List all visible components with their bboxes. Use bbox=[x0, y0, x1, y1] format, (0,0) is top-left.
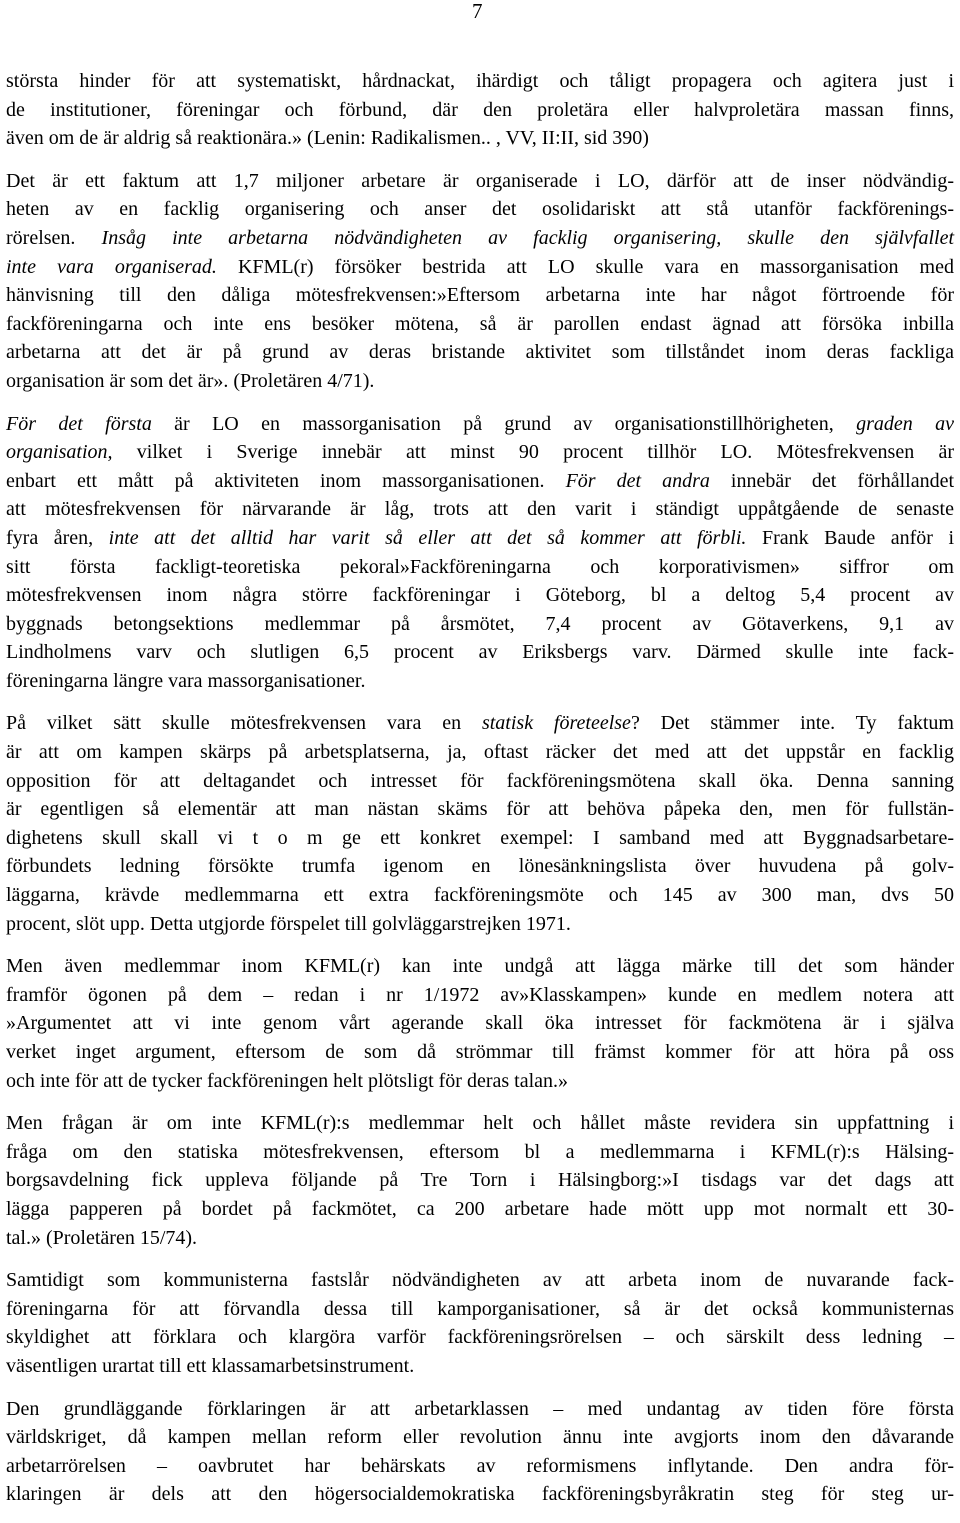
text-segment: På vilket sätt skulle mötesfrekvensen vara en bbox=[6, 712, 482, 735]
text-segment: mötesfrekvensen inom några större fackföreningar i Göteborg, bl a deltog 5,4 procent av bbox=[6, 584, 954, 607]
text-segment: fyra åren, bbox=[6, 526, 109, 549]
text-line bbox=[6, 1109, 954, 1138]
italic-text: För det andra bbox=[565, 469, 710, 492]
page-number: 7 bbox=[472, 0, 483, 23]
text-segment: procent, slöt upp. Detta utgjorde förspelet till golvläggarstrejken 1971. bbox=[6, 912, 571, 935]
text-line bbox=[6, 667, 954, 696]
paragraph bbox=[6, 67, 954, 153]
text-line bbox=[6, 1452, 954, 1481]
paragraph bbox=[6, 167, 954, 396]
text-line bbox=[6, 952, 954, 981]
text-segment: innebär det förhållandet bbox=[709, 469, 954, 492]
text-segment: enbart ett mått på aktiviteten inom massorganisationen. bbox=[6, 469, 566, 492]
text-line bbox=[6, 1067, 954, 1096]
text-line bbox=[6, 581, 954, 610]
text-segment: KFML(r) försöker bestrida att LO skulle vara en massorganisation med bbox=[216, 255, 954, 278]
text-line bbox=[6, 67, 954, 96]
text-line bbox=[6, 338, 954, 367]
text-line bbox=[6, 981, 954, 1010]
text-line bbox=[6, 1423, 954, 1452]
text-line bbox=[6, 195, 954, 224]
text-segment: förbundets ledning försökte trumfa igenom en lönesänkningslista över huvudena på golv- bbox=[6, 855, 954, 878]
text-line bbox=[6, 124, 954, 153]
text-line bbox=[6, 1224, 954, 1253]
text-segment: hänvisning till den dåliga mötesfrekvensen:»Eftersom arbetarna inte har något förtroende för bbox=[6, 284, 954, 307]
text-segment: vilket i Sverige innebär att minst 90 procent tillhör LO. Mötesfrekvensen är bbox=[112, 441, 954, 464]
text-segment: organisation är som det är». (Proletären 4/71). bbox=[6, 369, 375, 392]
text-segment: klaringen är dels att den högersocialdemokratiska fackföreningsbyråkratin steg för steg ur- bbox=[6, 1483, 954, 1506]
text-segment: fråga om den statiska mötesfrekvensen, eftersom bl a medlemmarna i KFML(r):s Hälsing- bbox=[6, 1140, 954, 1163]
text-segment: arbetarna att det är på grund av deras bristande aktivitet som tillståndet inom deras fackliga bbox=[6, 341, 954, 364]
text-segment: Det är ett faktum att 1,7 miljoner arbetare är organiserade i LO, därför att de inser nödvändig- bbox=[6, 169, 954, 192]
text-line bbox=[6, 553, 954, 582]
text-line bbox=[6, 253, 954, 282]
text-line bbox=[6, 738, 954, 767]
paragraph bbox=[6, 1395, 954, 1509]
text-line bbox=[6, 824, 954, 853]
text-segment: byggnads betongsektions medlemmar på årsmötet, 7,4 procent av Götaverkens, 9,1 av bbox=[6, 612, 954, 635]
text-segment: Frank Baude anför i bbox=[746, 526, 955, 549]
text-segment: de institutioner, föreningar och förbund, där den proletära eller halvproletära massan finns, bbox=[6, 98, 954, 121]
text-segment: föreningarna längre vara massorganisationer. bbox=[6, 669, 366, 692]
text-line bbox=[6, 367, 954, 396]
text-segment: största hinder för att systematiskt, hårdnackat, ihärdigt och tåligt propagera och agitera just i bbox=[6, 70, 954, 92]
text-segment: dighetens skull skall vi t o m ge ett konkret exempel: I samband med att Byggnadsarbetare- bbox=[6, 826, 954, 849]
text-segment: framför ögonen på dem – redan i nr 1/1972 av»Klasskampen» kunde en medlem notera att bbox=[6, 983, 954, 1006]
text-line bbox=[6, 310, 954, 339]
italic-text: För det första bbox=[6, 412, 152, 435]
paragraph bbox=[6, 952, 954, 1095]
text-line bbox=[6, 610, 954, 639]
paragraph bbox=[6, 1266, 954, 1380]
text-segment: läggarna, krävde medlemmarna ett extra fackföreningsmöte och 145 av 300 man, dvs 50 bbox=[6, 884, 954, 907]
text-line bbox=[6, 1009, 954, 1038]
text-line bbox=[6, 1323, 954, 1352]
text-segment: »Argumentet att vi inte genom vårt agerande skall öka intresset för fackmötena är i själva bbox=[6, 1012, 954, 1035]
italic-text: inte vara organiserad. bbox=[6, 255, 217, 278]
text-segment: fackföreningarna och inte ens besöker mötena, så är parollen endast ägnad att försöka inbilla bbox=[6, 312, 954, 335]
text-line bbox=[6, 224, 954, 253]
text-segment: sitt första fackligt-teoretiska pekoral»Fackföreningarna och korporativismen» siffror om bbox=[6, 555, 954, 578]
text-line bbox=[6, 767, 954, 796]
document-body bbox=[6, 67, 954, 1523]
text-line bbox=[6, 1480, 954, 1509]
text-segment: opposition för att deltagandet och intresset för fackföreningsmötena skall öka. Denna sanning bbox=[6, 769, 954, 792]
text-segment: rörelsen. bbox=[6, 226, 102, 249]
text-segment: att mötesfrekvensen för närvarande är låg, trots att den varit i ständigt uppåtgående de senaste bbox=[6, 498, 954, 521]
text-segment: ? Det stämmer inte. Ty faktum bbox=[630, 712, 954, 735]
italic-text: organisation, bbox=[6, 441, 113, 464]
text-line bbox=[6, 410, 954, 439]
text-segment: föreningarna för att förvandla dessa till kamporganisationer, så är det också kommunisternas bbox=[6, 1297, 954, 1320]
text-line bbox=[6, 709, 954, 738]
text-segment: verket inget argument, eftersom de som då strömmar till främst kommer för att höra på oss bbox=[6, 1041, 954, 1063]
text-line bbox=[6, 1195, 954, 1224]
text-segment: världskriget, då kampen mellan reform eller revolution ännu inte avgjorts inom den dåvarande bbox=[6, 1426, 954, 1449]
text-line bbox=[6, 638, 954, 667]
text-line bbox=[6, 1166, 954, 1195]
paragraph bbox=[6, 1109, 954, 1252]
text-line bbox=[6, 438, 954, 467]
text-line bbox=[6, 1138, 954, 1167]
text-line bbox=[6, 495, 954, 524]
text-line bbox=[6, 167, 954, 196]
text-segment: Men även medlemmar inom KFML(r) kan inte undgå att lägga märke till det som händer bbox=[6, 955, 954, 978]
text-line bbox=[6, 795, 954, 824]
text-line bbox=[6, 1266, 954, 1295]
paragraph bbox=[6, 709, 954, 938]
text-segment: Den grundläggande förklaringen är att arbetarklassen – med undantag av tiden före första bbox=[6, 1397, 954, 1420]
paragraph bbox=[6, 410, 954, 696]
text-line bbox=[6, 910, 954, 939]
italic-text: graden av bbox=[856, 412, 954, 435]
text-segment: Samtidigt som kommunisterna fastslår nödvändigheten av att arbeta inom de nuvarande fack- bbox=[6, 1269, 954, 1292]
text-segment: skyldighet att förklara och klargöra varför fackföreningsrörelsen – och särskilt dess ledning – bbox=[6, 1326, 954, 1349]
text-line bbox=[6, 852, 954, 881]
text-line bbox=[6, 96, 954, 125]
text-segment: tal.» (Proletären 15/74). bbox=[6, 1226, 198, 1249]
italic-text: statisk företeelse bbox=[481, 712, 631, 735]
text-line bbox=[6, 281, 954, 310]
text-segment: är LO en massorganisation på grund av organisationstillhörigheten, bbox=[151, 412, 857, 435]
text-line bbox=[6, 524, 954, 553]
text-segment: arbetarrörelsen – oavbrutet har behärskats av reformismens inflytande. Den andra för- bbox=[6, 1454, 954, 1477]
text-segment: lägga papperen på bordet på fackmötet, ca 200 arbetare hade mött upp mot normalt ett 30- bbox=[6, 1197, 954, 1220]
italic-text: inte att det alltid har varit så eller att det så kommer att förbli. bbox=[108, 526, 747, 549]
italic-text: Insåg inte arbetarna nödvändigheten av facklig organisering, skulle den självfallet bbox=[101, 226, 954, 249]
text-segment: borgsavdelning fick uppleva följande på Tre Torn i Hälsingborg:»I tisdags var det dags att bbox=[6, 1169, 954, 1192]
text-segment: Men frågan är om inte KFML(r):s medlemmar helt och hållet måste revidera sin uppfattning i bbox=[6, 1112, 954, 1135]
text-segment: är att om kampen skärps på arbetsplatserna, ja, oftast räcker det med att det uppstår en facklig bbox=[6, 741, 954, 764]
text-segment: väsentligen urartat till ett klassamarbetsinstrument. bbox=[6, 1354, 415, 1377]
text-segment: Lindholmens varv och slutligen 6,5 procent av Eriksbergs varv. Därmed skulle inte fack- bbox=[6, 641, 954, 664]
text-line bbox=[6, 1038, 954, 1067]
text-line bbox=[6, 1395, 954, 1424]
text-segment: även om de är aldrig så reaktionära.» (Lenin: Radikalismen.. , VV, II:II, sid 390) bbox=[6, 127, 649, 150]
text-segment: är egentligen så elementär att man nästan skäms för att behöva påpeka den, men för fullstän- bbox=[6, 798, 954, 821]
text-line bbox=[6, 467, 954, 496]
text-segment: heten av en facklig organisering och anser det osolidariskt att stå utanför fackförenings- bbox=[6, 198, 954, 221]
text-line bbox=[6, 1295, 954, 1324]
text-segment: och inte för att de tycker fackföreningen helt plötsligt för deras talan.» bbox=[6, 1069, 569, 1092]
text-line bbox=[6, 1352, 954, 1381]
text-line bbox=[6, 881, 954, 910]
